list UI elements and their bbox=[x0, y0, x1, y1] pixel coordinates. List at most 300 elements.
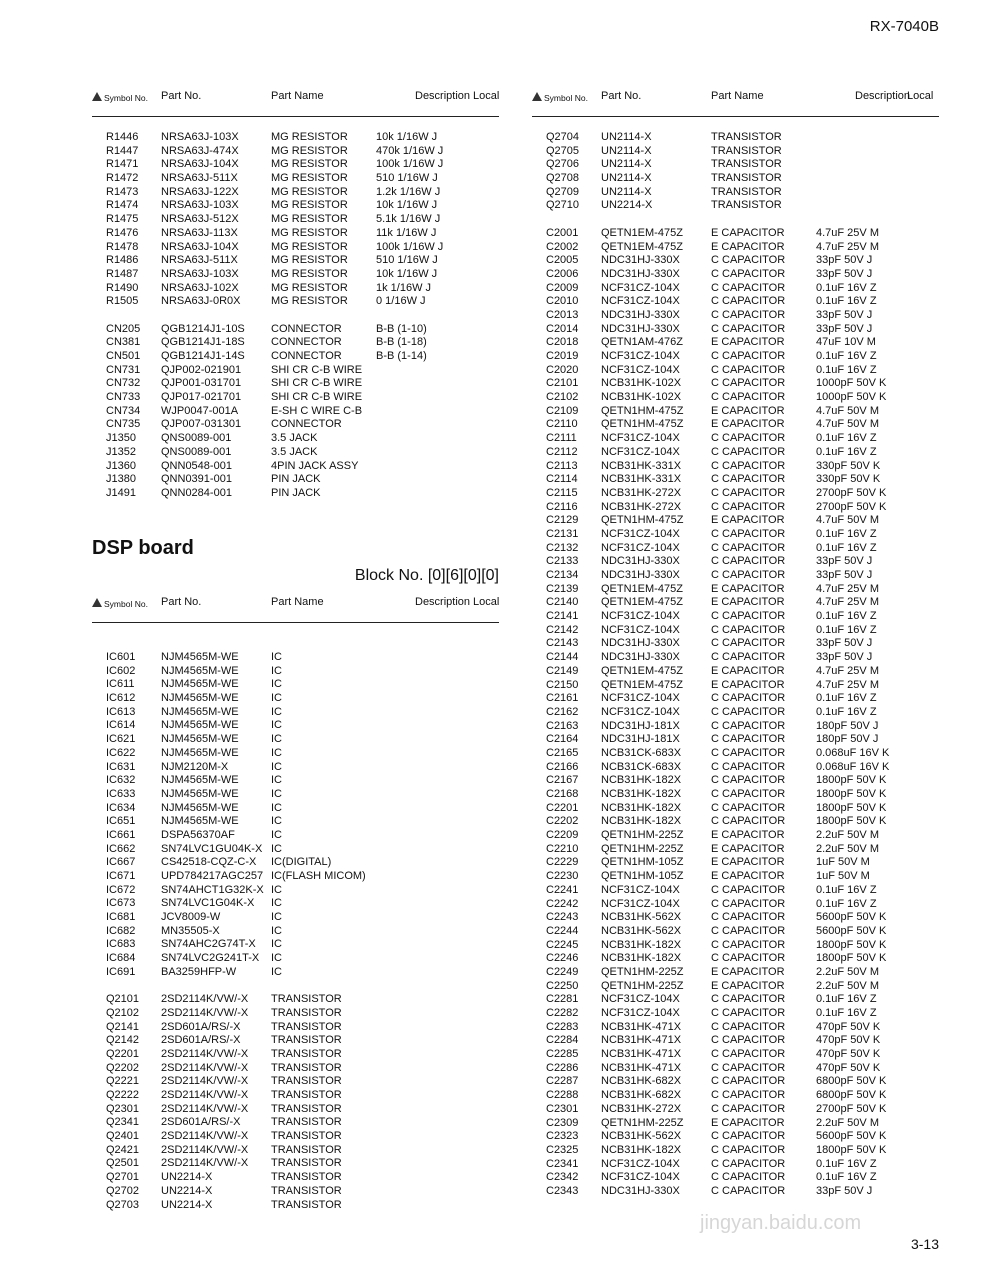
part-no-cell: MN35505-X bbox=[161, 924, 220, 937]
symbol-no-cell: C2166 bbox=[546, 760, 579, 773]
table-row bbox=[546, 405, 939, 419]
part-name-cell: IC bbox=[271, 651, 282, 663]
part-name-cell: TRANSISTOR bbox=[271, 1075, 342, 1088]
table-row bbox=[546, 172, 939, 186]
symbol-no-cell: IC621 bbox=[106, 733, 136, 746]
part-no-cell: NCB31HK-182X bbox=[601, 938, 682, 951]
part-no-cell: UN2214-X bbox=[601, 199, 653, 212]
description-cell: 10k 1/16W J bbox=[376, 267, 438, 280]
description-cell: 2.2uF 50V M bbox=[816, 1116, 879, 1129]
part-no-cell: NCB31HK-182X bbox=[601, 801, 682, 814]
symbol-no-cell: IC661 bbox=[106, 828, 136, 841]
part-name-cell: C CAPACITOR bbox=[711, 350, 786, 362]
part-name-cell: C CAPACITOR bbox=[711, 1048, 786, 1061]
symbol-no-cell: R1487 bbox=[106, 267, 139, 280]
part-name-cell: MG RESISTOR bbox=[271, 295, 348, 308]
symbol-no-cell: R1446 bbox=[106, 131, 139, 143]
part-name-cell: TRANSISTOR bbox=[711, 172, 782, 185]
table-row bbox=[546, 186, 939, 200]
part-no-cell: 2SD2114K/VW/-X bbox=[161, 1047, 249, 1060]
symbol-no-cell: C2244 bbox=[546, 924, 579, 937]
symbol-no-cell: Q2705 bbox=[546, 144, 580, 157]
block-number: Block No. [0][6][0][0] bbox=[354, 567, 499, 584]
header-rule bbox=[92, 622, 499, 623]
table-row bbox=[106, 1007, 499, 1021]
part-no-cell: UPD784217AGC257 bbox=[161, 870, 264, 882]
description-cell: 1uF 50V M bbox=[816, 856, 870, 869]
part-no-cell: NRSA63J-102X bbox=[161, 281, 239, 294]
symbol-no-cell: C2018 bbox=[546, 336, 579, 349]
part-no-cell: NJM4565M-WE bbox=[161, 801, 239, 814]
part-name-cell: CONNECTOR bbox=[271, 322, 342, 335]
symbol-no-cell: CN734 bbox=[106, 404, 141, 417]
part-no-cell: QETN1EM-475Z bbox=[601, 226, 683, 239]
description-cell: 4.7uF 50V M bbox=[816, 404, 879, 417]
description-header: Description bbox=[855, 90, 911, 102]
part-name-cell: E CAPACITOR bbox=[711, 856, 785, 869]
symbol-no-cell: Q2501 bbox=[106, 1157, 140, 1170]
table-row bbox=[546, 131, 939, 145]
part-name-cell: TRANSISTOR bbox=[271, 1171, 342, 1184]
table-row bbox=[546, 1130, 939, 1144]
part-name-cell: E CAPACITOR bbox=[711, 226, 785, 239]
symbol-no-cell: Q2706 bbox=[546, 158, 580, 171]
description-cell: 510 1/16W J bbox=[376, 254, 438, 267]
part-no-header: Part No. bbox=[601, 90, 642, 102]
symbol-no-cell: C2134 bbox=[546, 569, 579, 581]
table-row bbox=[546, 966, 939, 980]
symbol-no-cell: C2343 bbox=[546, 1184, 579, 1197]
symbol-header: Symbol No. bbox=[92, 598, 148, 609]
symbol-no-cell: Q2202 bbox=[106, 1061, 140, 1074]
part-name-cell: 4PIN JACK ASSY bbox=[271, 459, 359, 472]
description-cell: 100k 1/16W J bbox=[376, 240, 444, 253]
part-no-cell: NDC31HJ-330X bbox=[601, 267, 680, 280]
part-name-cell: IC bbox=[271, 801, 282, 814]
description-cell: 5.1k 1/16W J bbox=[376, 213, 441, 226]
table-row bbox=[106, 1062, 499, 1076]
part-no-cell: NCB31HK-471X bbox=[601, 1048, 682, 1061]
part-no-cell: NCB31HK-182X bbox=[601, 1143, 682, 1156]
table-row bbox=[546, 213, 939, 227]
description-cell: 2.2uF 50V M bbox=[816, 829, 879, 842]
left-top-table bbox=[92, 90, 499, 112]
part-no-cell: QETN1HM-225Z bbox=[601, 829, 684, 842]
part-no-cell: NDC31HJ-330X bbox=[601, 308, 680, 321]
part-no-cell: QGB1214J1-10S bbox=[161, 322, 245, 335]
table-row bbox=[546, 761, 939, 775]
symbol-no-cell: C2164 bbox=[546, 733, 579, 746]
symbol-no-cell: CN735 bbox=[106, 418, 141, 431]
symbol-no-cell: CN501 bbox=[106, 350, 141, 362]
table-row bbox=[546, 802, 939, 816]
part-no-cell: SN74LVC1GU04K-X bbox=[161, 842, 263, 855]
part-name-cell: IC bbox=[271, 705, 282, 718]
table-row bbox=[106, 295, 499, 309]
table-row bbox=[106, 172, 499, 186]
description-cell: 0.1uF 16V Z bbox=[816, 350, 877, 362]
part-no-cell: QJP001-031701 bbox=[161, 377, 242, 390]
part-no-header: Part No. bbox=[161, 90, 202, 102]
part-name-cell: TRANSISTOR bbox=[271, 1102, 342, 1115]
part-no-cell: NCF31CZ-104X bbox=[601, 350, 680, 362]
symbol-no-cell: C2014 bbox=[546, 322, 579, 335]
description-cell: 4.7uF 50V M bbox=[816, 514, 879, 527]
symbol-no-cell: C2139 bbox=[546, 582, 579, 595]
symbol-no-cell: IC633 bbox=[106, 787, 136, 800]
part-name-header: Part Name bbox=[271, 596, 324, 608]
description-cell: 0.068uF 16V K bbox=[816, 760, 890, 773]
page-number: 3-13 bbox=[910, 1236, 939, 1252]
part-no-cell: NJM2120M-X bbox=[161, 760, 229, 773]
symbol-no-cell: C2241 bbox=[546, 883, 579, 896]
part-name-cell: C CAPACITOR bbox=[711, 295, 786, 308]
symbol-no-cell: IC651 bbox=[106, 815, 136, 828]
table-row bbox=[106, 1199, 499, 1213]
part-name-cell: E CAPACITOR bbox=[711, 870, 785, 883]
part-no-cell: 2SD2114K/VW/-X bbox=[161, 1061, 249, 1074]
part-name-cell: C CAPACITOR bbox=[711, 760, 786, 773]
symbol-no-cell: C2020 bbox=[546, 363, 579, 376]
description-cell: 33pF 50V J bbox=[816, 254, 873, 267]
part-name-cell: IC bbox=[271, 897, 282, 910]
symbol-no-cell: C2002 bbox=[546, 240, 579, 253]
description-cell: 0 1/16W J bbox=[376, 295, 426, 308]
table-row bbox=[106, 213, 499, 227]
symbol-no-cell: C2281 bbox=[546, 993, 579, 1006]
table-row bbox=[106, 418, 499, 432]
table-row bbox=[546, 295, 939, 309]
part-name-cell: E CAPACITOR bbox=[711, 582, 785, 595]
part-name-cell: IC bbox=[271, 774, 282, 787]
symbol-no-cell: IC631 bbox=[106, 760, 136, 773]
symbol-no-cell: IC613 bbox=[106, 705, 136, 718]
part-name-cell: C CAPACITOR bbox=[711, 500, 786, 513]
part-name-cell: C CAPACITOR bbox=[711, 993, 786, 1006]
table-row bbox=[546, 1185, 939, 1199]
table-row bbox=[106, 377, 499, 391]
part-name-cell: C CAPACITOR bbox=[711, 363, 786, 376]
part-name-cell: E CAPACITOR bbox=[711, 514, 785, 527]
description-cell: 2.2uF 50V M bbox=[816, 965, 879, 978]
symbol-no-cell: Q2101 bbox=[106, 993, 140, 1006]
table-row bbox=[106, 1089, 499, 1103]
part-name-cell: C CAPACITOR bbox=[711, 473, 786, 486]
symbol-no-cell: C2005 bbox=[546, 254, 579, 267]
part-name-cell: C CAPACITOR bbox=[711, 883, 786, 896]
symbol-no-cell: Q2710 bbox=[546, 199, 580, 212]
table-row bbox=[546, 309, 939, 323]
table-row bbox=[546, 514, 939, 528]
part-name-cell: TRANSISTOR bbox=[271, 993, 342, 1006]
symbol-no-cell: C2143 bbox=[546, 637, 579, 650]
part-no-cell: 2SD601A/RS/-X bbox=[161, 1116, 241, 1129]
part-name-cell: SHI CR C-B WIRE bbox=[271, 377, 363, 390]
description-cell: 5600pF 50V K bbox=[816, 911, 887, 924]
part-name-header: Part Name bbox=[271, 90, 324, 102]
description-cell: 2700pF 50V K bbox=[816, 500, 887, 513]
part-name-cell: IC bbox=[271, 924, 282, 937]
table-row bbox=[106, 665, 499, 679]
part-no-cell: UN2114-X bbox=[601, 144, 652, 157]
part-no-cell: QNS0089-001 bbox=[161, 432, 232, 445]
table-row bbox=[106, 938, 499, 952]
symbol-no-cell: C2001 bbox=[546, 226, 579, 239]
table-row bbox=[546, 1171, 939, 1185]
table-row bbox=[546, 241, 939, 255]
part-name-cell: TRANSISTOR bbox=[271, 1184, 342, 1197]
description-cell: 1800pF 50V K bbox=[816, 774, 887, 787]
part-name-cell: C CAPACITOR bbox=[711, 938, 786, 951]
part-no-cell: NCB31HK-182X bbox=[601, 788, 682, 800]
part-no-cell: 2SD601A/RS/-X bbox=[161, 1034, 241, 1047]
table-row bbox=[546, 1158, 939, 1172]
part-no-cell: 2SD2114K/VW/-X bbox=[161, 1102, 249, 1115]
table-row bbox=[106, 446, 499, 460]
part-no-cell: QETN1HM-105Z bbox=[601, 856, 684, 869]
symbol-no-cell: C2010 bbox=[546, 295, 579, 308]
part-no-cell: NCB31CK-683X bbox=[601, 746, 682, 759]
part-name-cell: E CAPACITOR bbox=[711, 664, 785, 677]
symbol-no-cell: C2301 bbox=[546, 1102, 579, 1115]
part-name-cell: C CAPACITOR bbox=[711, 637, 786, 650]
table-row bbox=[546, 391, 939, 405]
part-no-cell: UN2214-X bbox=[161, 1198, 213, 1211]
part-no-cell: SN74AHC2G74T-X bbox=[161, 938, 256, 951]
symbol-no-cell: Q2141 bbox=[106, 1020, 140, 1033]
table-row bbox=[546, 1021, 939, 1035]
warning-triangle-icon bbox=[92, 92, 102, 101]
description-cell: 4.7uF 25V M bbox=[816, 596, 879, 609]
table-row bbox=[546, 282, 939, 296]
symbol-no-cell: CN732 bbox=[106, 377, 141, 390]
part-no-cell: 2SD601A/RS/-X bbox=[161, 1020, 241, 1033]
description-cell: 2.2uF 50V M bbox=[816, 979, 879, 992]
part-name-cell: E-SH C WIRE C-B bbox=[271, 404, 363, 417]
table-row bbox=[106, 952, 499, 966]
table-row bbox=[106, 268, 499, 282]
part-name-cell: TRANSISTOR bbox=[711, 131, 782, 143]
symbol-no-cell: C2202 bbox=[546, 815, 579, 828]
table-row bbox=[546, 350, 939, 364]
table-header bbox=[532, 90, 939, 112]
symbol-no-cell: J1380 bbox=[106, 473, 136, 486]
description-cell: 0.1uF 16V Z bbox=[816, 527, 877, 540]
symbol-no-cell: Q2701 bbox=[106, 1171, 140, 1184]
table-row bbox=[106, 897, 499, 911]
part-no-cell: NRSA63J-104X bbox=[161, 240, 239, 253]
part-name-cell: C CAPACITOR bbox=[711, 432, 786, 445]
description-cell: 33pF 50V J bbox=[816, 308, 873, 321]
part-no-cell: NCB31HK-562X bbox=[601, 911, 682, 924]
symbol-no-cell: C2112 bbox=[546, 445, 578, 458]
table-row bbox=[106, 309, 499, 323]
part-no-cell: NCF31CZ-104X bbox=[601, 883, 680, 896]
description-cell: 1800pF 50V K bbox=[816, 788, 887, 800]
part-no-cell: NCB31HK-272X bbox=[601, 486, 682, 499]
symbol-no-cell: C2201 bbox=[546, 801, 579, 814]
table-row bbox=[546, 815, 939, 829]
table-row bbox=[546, 1007, 939, 1021]
symbol-no-cell: CN205 bbox=[106, 322, 141, 335]
local-header: Local bbox=[473, 90, 500, 102]
table-row bbox=[546, 993, 939, 1007]
table-row bbox=[106, 487, 499, 501]
part-name-cell: TRANSISTOR bbox=[711, 199, 782, 212]
part-name-cell: TRANSISTOR bbox=[271, 1047, 342, 1060]
table-row bbox=[106, 1048, 499, 1062]
part-no-cell: NRSA63J-113X bbox=[161, 226, 238, 239]
part-name-cell: C CAPACITOR bbox=[711, 1102, 786, 1115]
description-cell: 510 1/16W J bbox=[376, 172, 438, 185]
part-no-cell: NDC31HJ-330X bbox=[601, 637, 680, 650]
part-name-cell: IC bbox=[271, 952, 282, 965]
symbol-no-cell: C2249 bbox=[546, 965, 579, 978]
part-name-cell: MG RESISTOR bbox=[271, 226, 348, 239]
symbol-no-cell: R1475 bbox=[106, 213, 139, 226]
part-name-cell: IC(FLASH MICOM) bbox=[271, 870, 366, 882]
part-name-cell: C CAPACITOR bbox=[711, 610, 786, 623]
symbol-header: Symbol No. bbox=[92, 92, 148, 103]
symbol-no-cell: IC681 bbox=[106, 911, 136, 924]
part-name-cell: MG RESISTOR bbox=[271, 199, 348, 212]
part-no-cell: NJM4565M-WE bbox=[161, 651, 239, 663]
table-row bbox=[106, 993, 499, 1007]
table-row bbox=[546, 870, 939, 884]
table-row bbox=[106, 911, 499, 925]
left-top-rows bbox=[106, 131, 499, 501]
part-no-cell: NDC31HJ-181X bbox=[601, 733, 680, 746]
part-no-cell: NCF31CZ-104X bbox=[601, 1007, 680, 1019]
part-no-cell: QETN1EM-475Z bbox=[601, 664, 683, 677]
part-name-cell: TRANSISTOR bbox=[271, 1198, 342, 1211]
symbol-no-cell: Q2401 bbox=[106, 1130, 140, 1143]
table-row bbox=[546, 884, 939, 898]
part-no-cell: NCB31HK-682X bbox=[601, 1089, 682, 1102]
table-row bbox=[546, 569, 939, 583]
symbol-no-cell: C2142 bbox=[546, 623, 579, 636]
table-row bbox=[546, 501, 939, 515]
part-name-cell: IC bbox=[271, 815, 282, 828]
description-cell: 10k 1/16W J bbox=[376, 199, 438, 212]
symbol-no-cell: C2246 bbox=[546, 952, 579, 965]
table-row bbox=[546, 364, 939, 378]
table-row bbox=[106, 761, 499, 775]
description-cell: 6800pF 50V K bbox=[816, 1075, 887, 1088]
part-name-cell: IC bbox=[271, 787, 282, 800]
part-name-cell: PIN JACK bbox=[271, 486, 321, 499]
part-name-cell: C CAPACITOR bbox=[711, 1034, 786, 1047]
description-cell: 33pF 50V J bbox=[816, 322, 873, 335]
symbol-no-cell: C2341 bbox=[546, 1157, 579, 1170]
part-no-cell: NCF31CZ-104X bbox=[601, 1171, 680, 1184]
part-no-cell: NCB31HK-331X bbox=[601, 473, 682, 486]
symbol-no-cell: C2168 bbox=[546, 788, 579, 800]
table-row bbox=[106, 884, 499, 898]
table-row bbox=[546, 145, 939, 159]
symbol-no-cell: C2140 bbox=[546, 596, 579, 609]
table-row bbox=[106, 815, 499, 829]
symbol-no-cell: C2116 bbox=[546, 500, 578, 513]
table-row bbox=[546, 158, 939, 172]
table-row bbox=[546, 268, 939, 282]
part-name-cell: CONNECTOR bbox=[271, 350, 342, 362]
symbol-no-cell: C2013 bbox=[546, 308, 579, 321]
part-no-cell: NDC31HJ-330X bbox=[601, 322, 680, 335]
description-cell: 0.1uF 16V Z bbox=[816, 705, 877, 718]
part-name-cell: C CAPACITOR bbox=[711, 788, 786, 800]
part-no-cell: 2SD2114K/VW/-X bbox=[161, 993, 249, 1006]
part-no-cell: NCB31HK-471X bbox=[601, 1034, 682, 1047]
symbol-no-cell: C2133 bbox=[546, 555, 579, 568]
description-cell: 33pF 50V J bbox=[816, 569, 873, 581]
part-name-cell: PIN JACK bbox=[271, 473, 321, 486]
header-rule bbox=[532, 116, 939, 117]
part-no-cell: NCB31HK-102X bbox=[601, 377, 682, 390]
table-row bbox=[106, 405, 499, 419]
table-row bbox=[106, 1130, 499, 1144]
symbol-no-cell: C2019 bbox=[546, 350, 579, 362]
description-cell: 470k 1/16W J bbox=[376, 144, 444, 157]
description-cell: 6800pF 50V K bbox=[816, 1089, 887, 1102]
symbol-no-cell: IC614 bbox=[106, 719, 136, 732]
part-no-cell: NDC31HJ-330X bbox=[601, 1184, 680, 1197]
symbol-no-cell: C2129 bbox=[546, 514, 579, 527]
part-no-cell: QETN1EM-475Z bbox=[601, 582, 683, 595]
table-row bbox=[106, 364, 499, 378]
part-no-cell: QETN1HM-225Z bbox=[601, 842, 684, 855]
part-name-cell: IC bbox=[271, 746, 282, 759]
part-name-cell: C CAPACITOR bbox=[711, 377, 786, 390]
symbol-no-cell: Q2703 bbox=[106, 1198, 140, 1211]
part-name-cell: C CAPACITOR bbox=[711, 952, 786, 965]
part-name-cell: TRANSISTOR bbox=[711, 158, 782, 171]
symbol-no-cell: C2111 bbox=[546, 432, 577, 445]
part-no-cell: NCB31HK-471X bbox=[601, 1061, 682, 1074]
part-name-cell: C CAPACITOR bbox=[711, 705, 786, 718]
table-row bbox=[546, 624, 939, 638]
part-name-cell: C CAPACITOR bbox=[711, 774, 786, 787]
part-no-cell: QETN1EM-475Z bbox=[601, 678, 683, 691]
table-row bbox=[106, 719, 499, 733]
symbol-no-cell: IC634 bbox=[106, 801, 136, 814]
part-no-cell: BA3259HFP-W bbox=[161, 965, 237, 978]
symbol-no-cell: C2243 bbox=[546, 911, 579, 924]
description-cell: 47uF 10V M bbox=[816, 336, 876, 349]
table-row bbox=[106, 651, 499, 665]
symbol-no-cell: C2229 bbox=[546, 856, 579, 869]
description-cell: 330pF 50V K bbox=[816, 459, 881, 472]
symbol-no-cell: Q2201 bbox=[106, 1047, 140, 1060]
part-no-cell: NCB31HK-272X bbox=[601, 500, 682, 513]
table-row bbox=[106, 1171, 499, 1185]
table-row bbox=[106, 158, 499, 172]
part-no-cell: NCB31HK-562X bbox=[601, 924, 682, 937]
description-cell: 0.1uF 16V Z bbox=[816, 883, 877, 896]
part-no-cell: NCB31HK-182X bbox=[601, 774, 682, 787]
right-rows bbox=[546, 131, 939, 1199]
part-no-cell: NCF31CZ-104X bbox=[601, 610, 680, 623]
part-name-cell: SHI CR C-B WIRE bbox=[271, 363, 363, 376]
part-name-cell: C CAPACITOR bbox=[711, 527, 786, 540]
symbol-no-cell: C2144 bbox=[546, 651, 579, 664]
part-no-cell: NCF31CZ-104X bbox=[601, 692, 680, 705]
part-name-cell: MG RESISTOR bbox=[271, 213, 348, 226]
description-cell: 33pF 50V J bbox=[816, 651, 873, 664]
table-row bbox=[546, 774, 939, 788]
table-row bbox=[106, 1103, 499, 1117]
table-row bbox=[546, 432, 939, 446]
